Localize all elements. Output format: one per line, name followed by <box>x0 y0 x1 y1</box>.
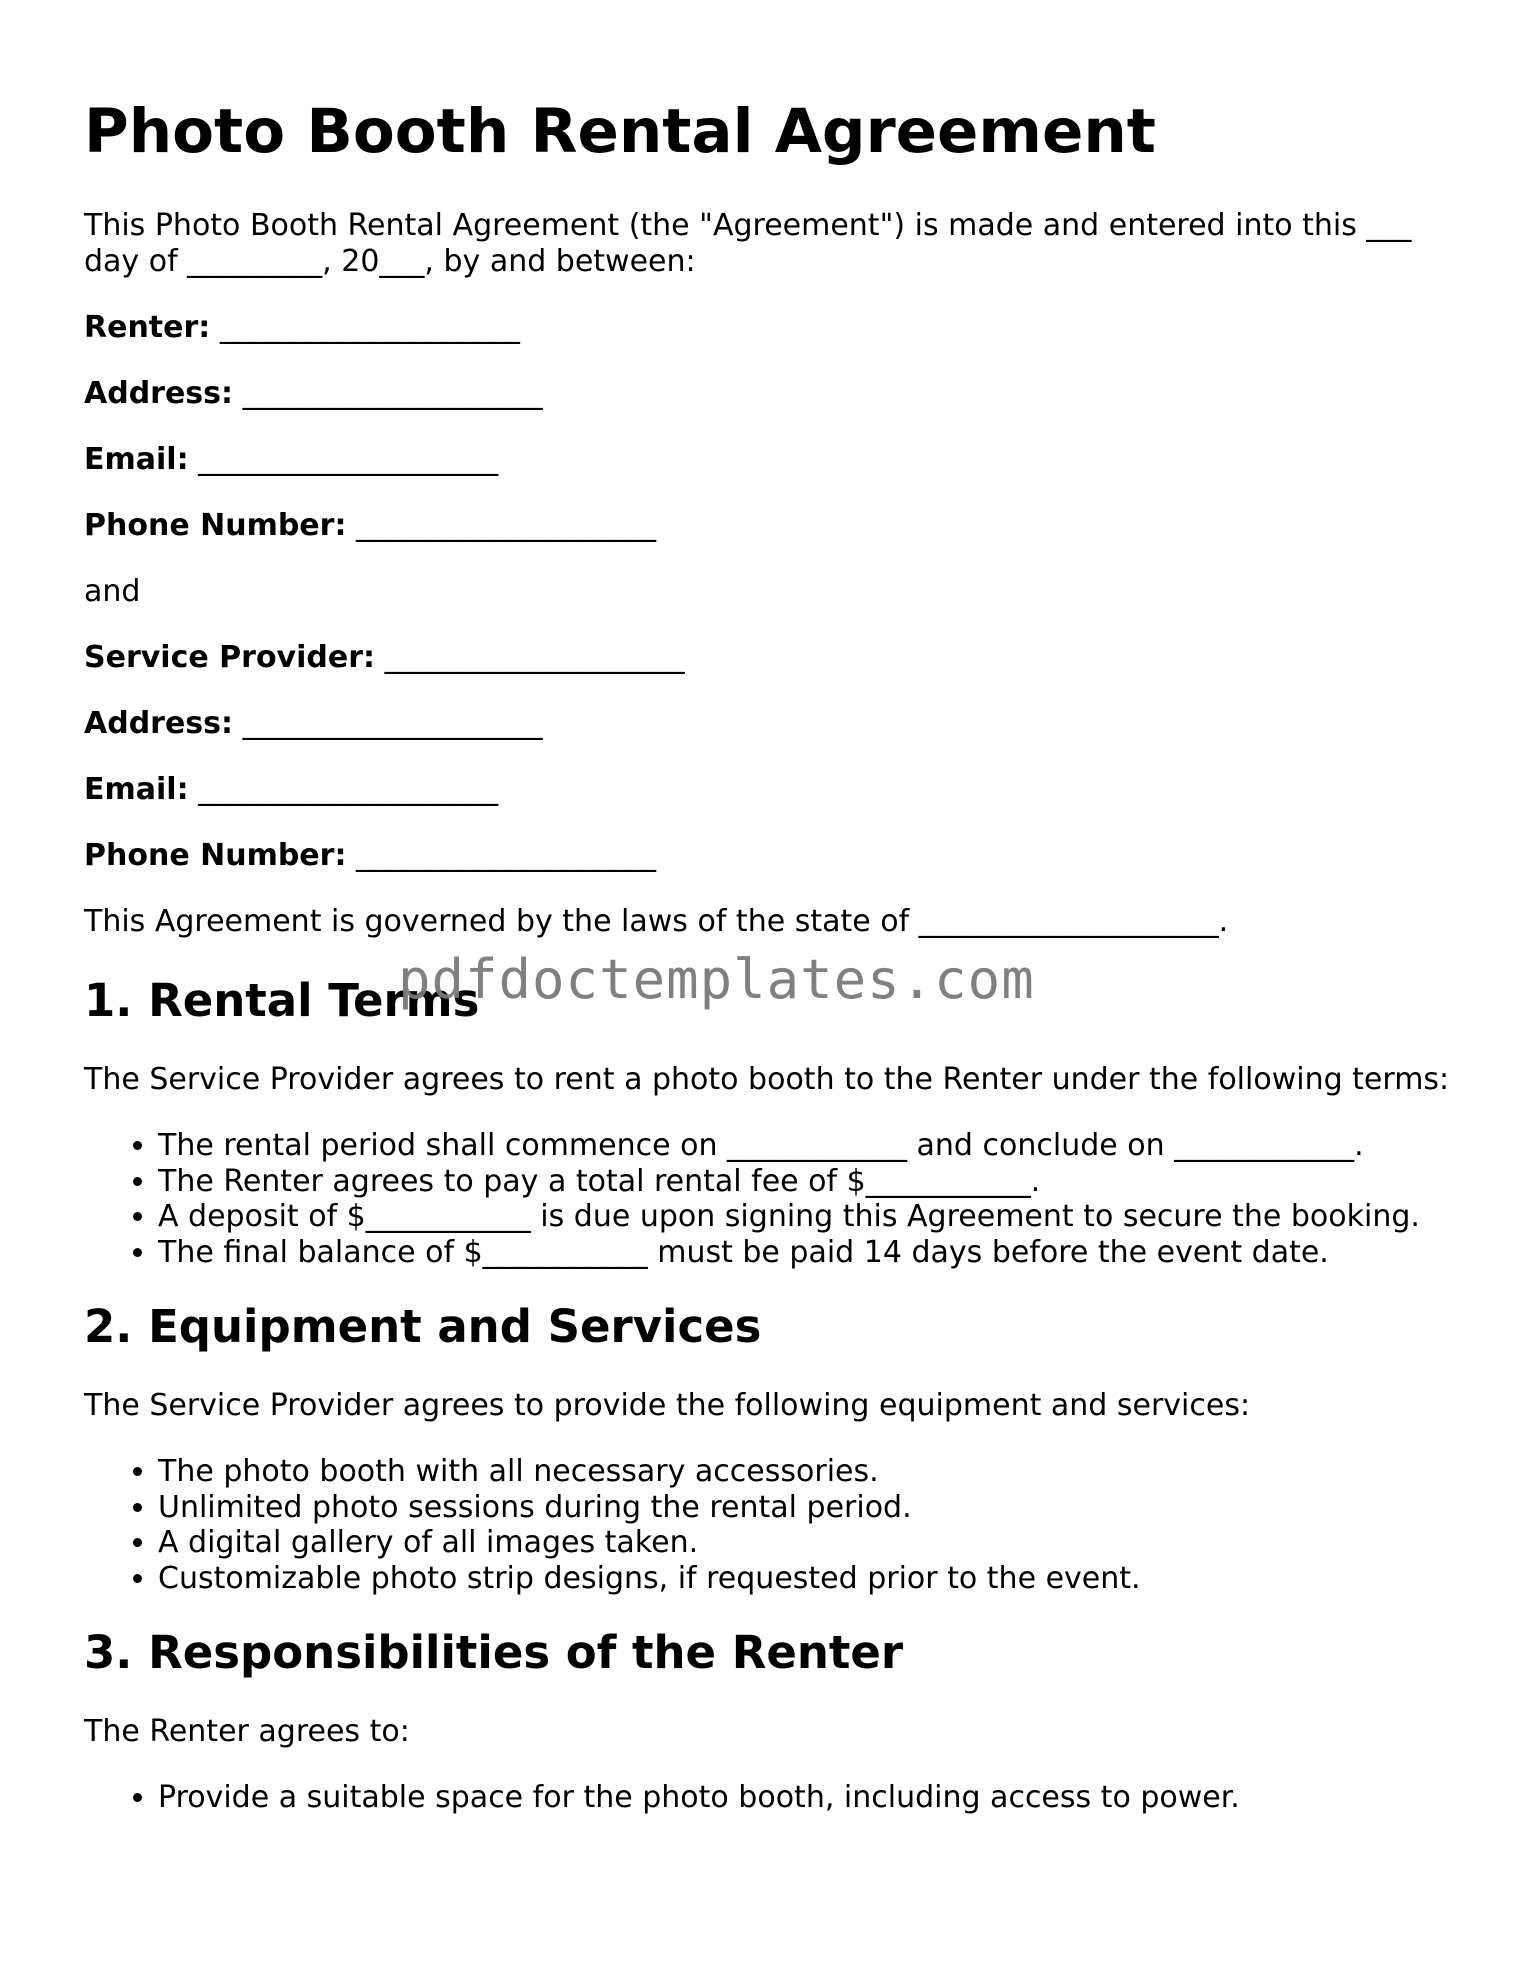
provider-email-blank: ____________________ <box>198 772 499 807</box>
section-list <box>84 1128 1464 1270</box>
renter-email-label: Email: <box>84 442 189 477</box>
renter-phone-field <box>84 508 1464 544</box>
renter-phone-blank: ____________________ <box>356 508 656 543</box>
provider-address-label: Address: <box>84 706 234 741</box>
section-intro: The Service Provider agrees to provide the following equipment and services: <box>84 1388 1251 1423</box>
list-item: • A digital gallery of all images taken. <box>158 1525 1464 1561</box>
provider-address-field <box>84 706 1464 742</box>
list-item: • The rental period shall commence on ____________ and conclude on ____________. <box>158 1128 1464 1164</box>
renter-address-blank: ____________________ <box>242 376 543 411</box>
section-heading: 1. Rental Terms <box>84 974 480 1027</box>
renter-email-blank: ____________________ <box>198 442 499 477</box>
provider-email-label: Email: <box>84 772 189 807</box>
list-item: • The final balance of $___________ must be paid 14 days before the event date. <box>158 1235 1464 1271</box>
renter-email-field <box>84 442 1464 478</box>
section-list <box>84 1454 1464 1596</box>
provider-address-blank: ____________________ <box>242 706 543 741</box>
renter-blank: ____________________ <box>219 310 520 345</box>
list-item: • Unlimited photo sessions during the rental period. <box>158 1490 1464 1526</box>
intro-paragraph: This Photo Booth Rental Agreement (the "Agreement") is made and entered into this ___ day of _________, 20___, by and between: <box>84 208 1412 279</box>
renter-label: Renter: <box>84 310 211 345</box>
provider-field <box>84 640 1464 676</box>
provider-blank: ____________________ <box>384 640 685 675</box>
list-item: • A deposit of $___________ is due upon signing this Agreement to secure the booking. <box>158 1199 1464 1235</box>
watermark: pdfdoctemplates.com <box>398 948 1035 1011</box>
renter-address-field <box>84 376 1464 412</box>
section-intro: The Service Provider agrees to rent a photo booth to the Renter under the following terms: <box>84 1062 1450 1097</box>
section-heading: 3. Responsibilities of the Renter <box>84 1626 904 1679</box>
provider-email-field <box>84 772 1464 808</box>
provider-phone-label: Phone Number: <box>84 838 347 873</box>
provider-phone-blank: ____________________ <box>356 838 656 873</box>
list-item: • The Renter agrees to pay a total rental fee of $___________. <box>158 1164 1464 1200</box>
section-intro: The Renter agrees to: <box>84 1714 410 1749</box>
list-item: • Customizable photo strip designs, if requested prior to the event. <box>158 1561 1464 1597</box>
renter-phone-label: Phone Number: <box>84 508 347 543</box>
renter-field <box>84 310 1464 346</box>
renter-address-label: Address: <box>84 376 234 411</box>
provider-label: Service Provider: <box>84 640 376 675</box>
list-item: • Provide a suitable space for the photo booth, including access to power. <box>158 1780 1464 1816</box>
document-title: Photo Booth Rental Agreement <box>84 96 1156 167</box>
governing-law: This Agreement is governed by the laws of the state of ____________________. <box>84 904 1229 939</box>
section-heading: 2. Equipment and Services <box>84 1300 762 1353</box>
section-list <box>84 1780 1464 1816</box>
list-item: • The photo booth with all necessary accessories. <box>158 1454 1464 1490</box>
provider-phone-field <box>84 838 1464 874</box>
and-text: and <box>84 574 141 609</box>
